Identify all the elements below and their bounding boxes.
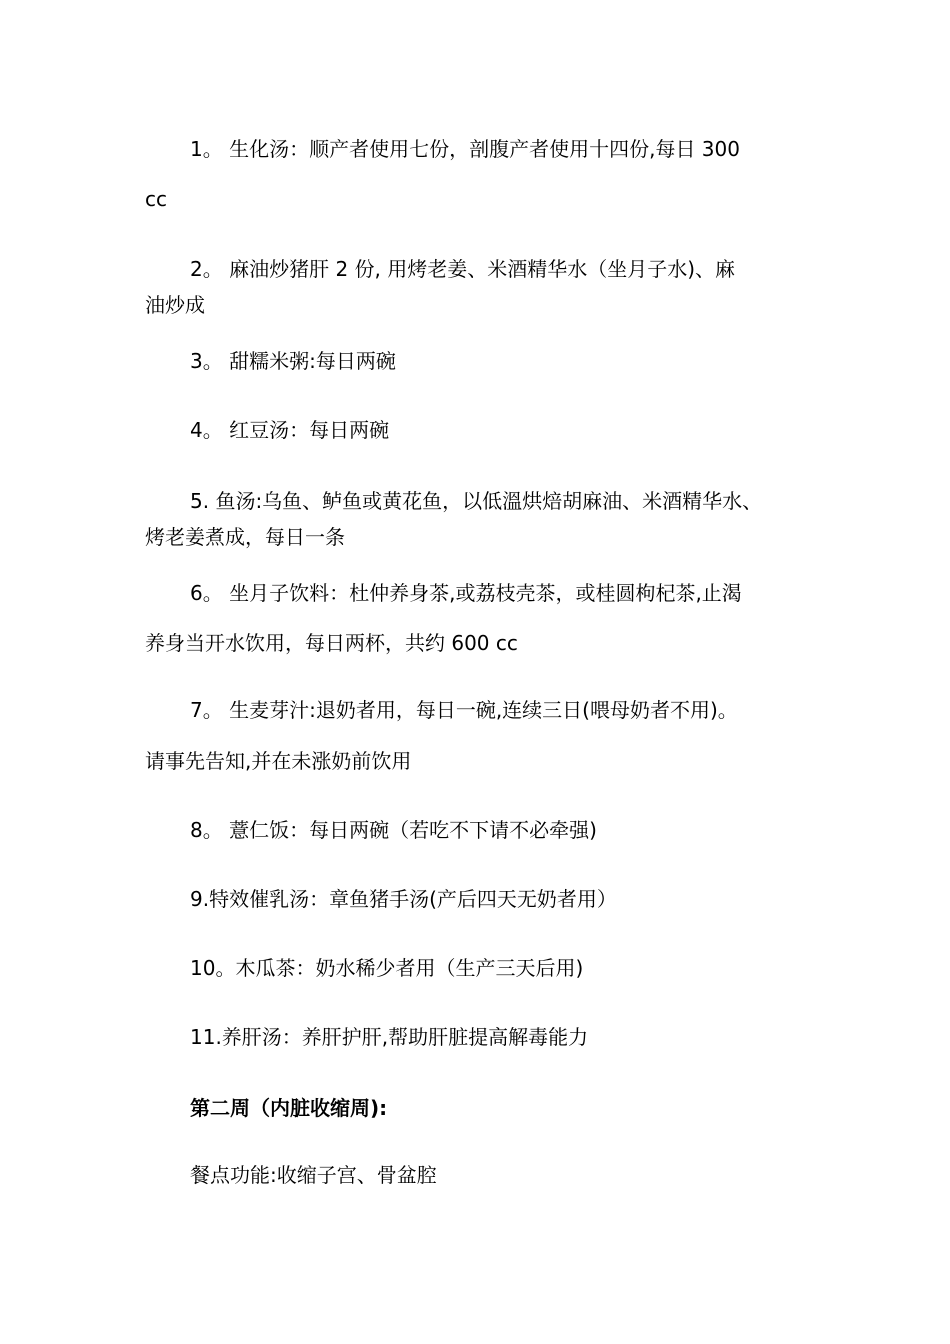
list-item-line-2: cc <box>145 187 167 211</box>
list-item-line-1: 11.养肝汤：养肝护肝,帮助肝脏提高解毒能力 <box>190 1025 589 1049</box>
list-item-line-2: 烤老姜煮成，每日一条 <box>145 525 345 549</box>
list-item-line-2: 请事先告知,并在未涨奶前饮用 <box>145 749 412 773</box>
list-item-line-1: 7。 生麦芽汁:退奶者用，每日一碗,连续三日(喂母奶者不用)。 <box>190 698 738 722</box>
list-item-line-1: 9.特效催乳汤：章鱼猪手汤(产后四天无奶者用） <box>190 887 617 911</box>
list-item-line-1: 4。 红豆汤：每日两碗 <box>190 418 390 442</box>
list-item-line-1: 8。 薏仁饭：每日两碗（若吃不下请不必牵强) <box>190 818 597 842</box>
list-item-line-2: 养身当开水饮用，每日两杯，共约 600 cc <box>145 631 518 655</box>
list-item-line-1: 6。 坐月子饮料：杜仲养身茶,或荔枝壳茶，或桂圆枸杞茶,止渴 <box>190 581 742 605</box>
list-item-line-1: 2。 麻油炒猪肝 2 份, 用烤老姜、米酒精华水（坐月子水)、麻 <box>190 257 736 281</box>
list-item-line-1: 1。 生化汤：顺产者使用七份，剖腹产者使用十四份,每日 300 <box>190 137 740 161</box>
section-text-line: 餐点功能:收缩子宫、骨盆腔 <box>190 1163 437 1187</box>
list-item-line-2: 油炒成 <box>145 293 205 317</box>
list-item-line-1: 3。 甜糯米粥:每日两碗 <box>190 349 396 373</box>
list-item-line-1: 10。木瓜茶：奶水稀少者用（生产三天后用) <box>190 956 584 980</box>
section-heading-text: 第二周（内脏收缩周): <box>190 1096 388 1120</box>
list-item-line-1: 5. 鱼汤:乌鱼、鲈鱼或黄花鱼，以低溫烘焙胡麻油、米酒精华水、 <box>190 489 763 513</box>
